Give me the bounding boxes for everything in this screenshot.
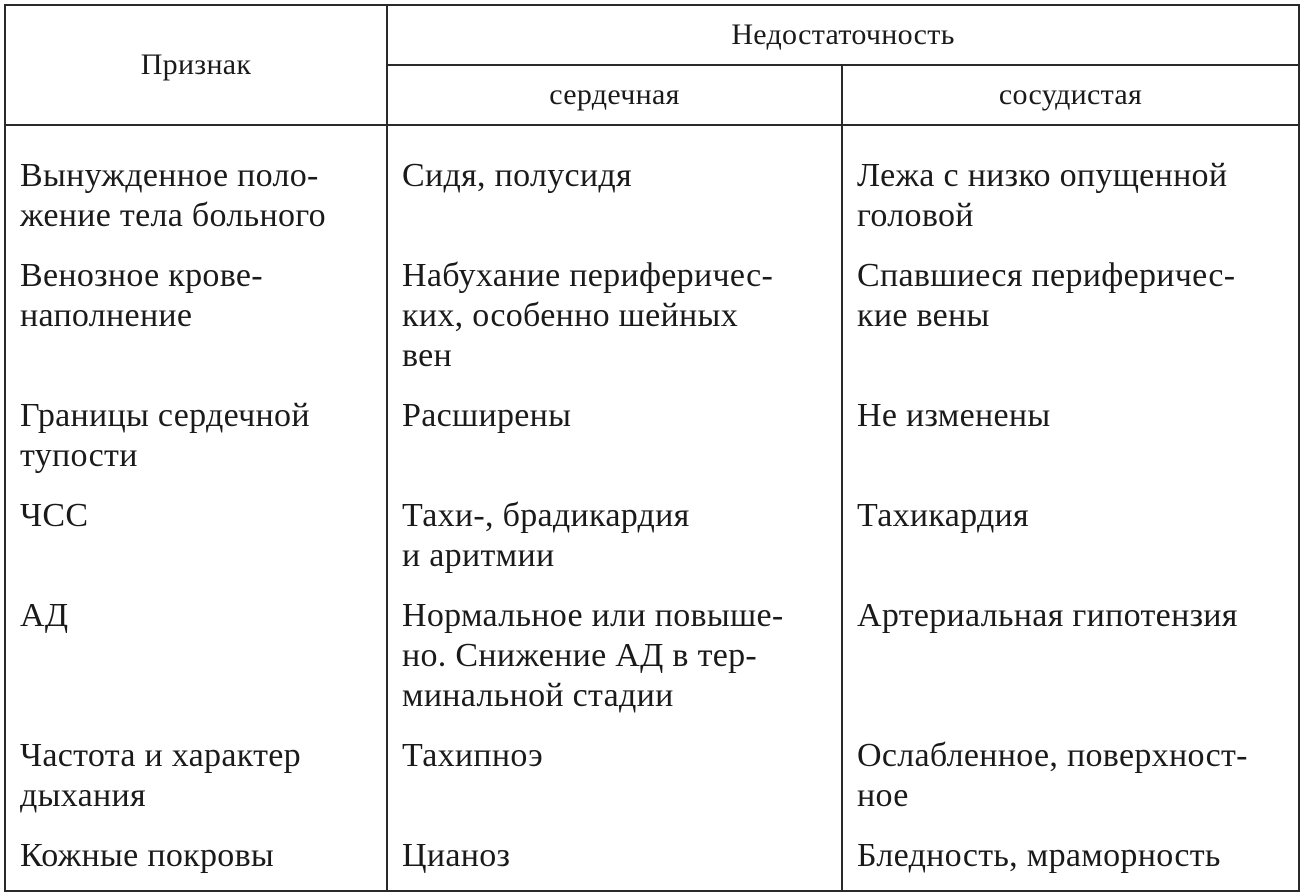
row-vascular-cell: Артериальная гипотензия xyxy=(842,588,1299,728)
table-row xyxy=(5,125,1299,248)
row-feature-cell: АД xyxy=(5,588,387,728)
row-feature-cell: Венозное крове- наполнение xyxy=(5,248,387,388)
table-row xyxy=(5,828,1299,891)
table-row xyxy=(5,488,1299,588)
row-feature-cell: Частота и характер дыхания xyxy=(5,728,387,828)
header-insufficiency: Недостаточность xyxy=(387,5,1299,65)
row-feature-cell: Границы сердечной тупости xyxy=(5,388,387,488)
row-cardiac-cell: Тахи-, брадикардия и аритмии xyxy=(387,488,842,588)
row-cardiac-cell: Расширены xyxy=(387,388,842,488)
row-vascular-cell: Лежа с низко опущенной головой xyxy=(842,125,1299,248)
row-cardiac-cell: Тахипноэ xyxy=(387,728,842,828)
row-cardiac-cell: Нормальное или повыше- но. Снижение АД в тер- минальной стадии xyxy=(387,588,842,728)
row-vascular-cell: Ослабленное, поверхност- ное xyxy=(842,728,1299,828)
row-cardiac-cell: Набухание периферичес- ких, особенно шейных вен xyxy=(387,248,842,388)
row-feature-cell: ЧСС xyxy=(5,488,387,588)
row-cardiac-cell: Цианоз xyxy=(387,828,842,891)
comparison-table-container xyxy=(4,4,1298,882)
table-row xyxy=(5,588,1299,728)
header-feature: Признак xyxy=(5,5,387,125)
row-feature-cell: Кожные покровы xyxy=(5,828,387,891)
insufficiency-comparison-table xyxy=(4,4,1300,892)
table-row xyxy=(5,728,1299,828)
table-body xyxy=(5,125,1299,891)
row-vascular-cell: Бледность, мраморность xyxy=(842,828,1299,891)
table-row xyxy=(5,248,1299,388)
row-vascular-cell: Тахикардия xyxy=(842,488,1299,588)
table-row xyxy=(5,388,1299,488)
row-vascular-cell: Спавшиеся периферичес- кие вены xyxy=(842,248,1299,388)
table-header xyxy=(5,5,1299,125)
header-vascular: сосудистая xyxy=(842,65,1299,125)
row-cardiac-cell: Сидя, полусидя xyxy=(387,125,842,248)
row-vascular-cell: Не изменены xyxy=(842,388,1299,488)
row-feature-cell: Вынужденное поло- жение тела больного xyxy=(5,125,387,248)
header-cardiac: сердечная xyxy=(387,65,842,125)
